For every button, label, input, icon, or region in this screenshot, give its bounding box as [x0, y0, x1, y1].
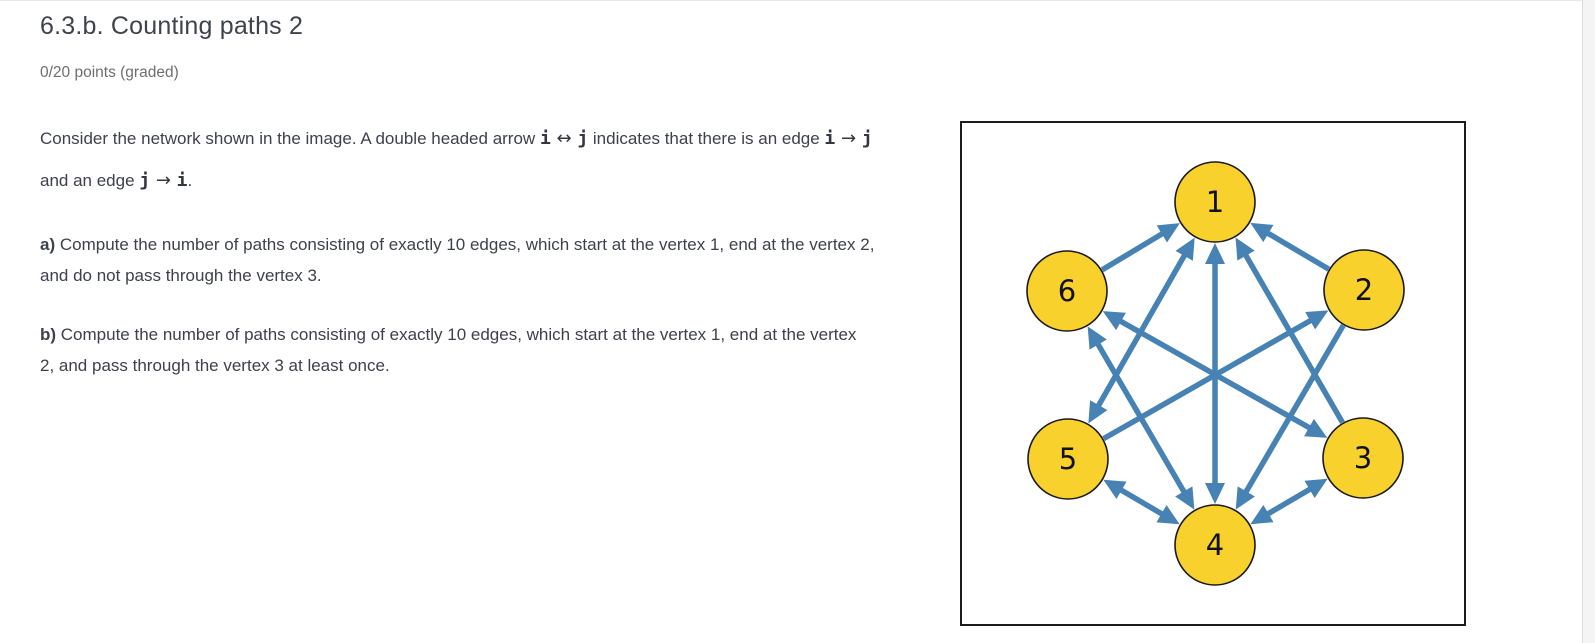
page-top-divider — [0, 0, 1595, 1]
math-var: i — [539, 128, 551, 149]
graph-node-label-1: 1 — [1205, 185, 1225, 219]
graph-node-label-3: 3 — [1353, 441, 1373, 475]
arrowhead-into-1 — [1205, 243, 1225, 264]
math-arrow: → — [150, 170, 177, 191]
edge-2-1 — [1263, 230, 1329, 269]
intro-text: indicates that there is an edge — [588, 129, 825, 148]
math-var: j — [139, 170, 151, 191]
graph-node-label-2: 2 — [1354, 273, 1374, 307]
math-arrow: → — [835, 128, 862, 149]
intro-text: Consider the network shown in the image. A double headed arrow — [40, 129, 540, 148]
points-status: 0/20 points (graded) — [40, 64, 179, 81]
math-var: i — [176, 170, 188, 191]
part-b-label: b) — [40, 325, 57, 344]
part-b-text: Compute the number of paths consisting of exactly 10 edges, which start at the vertex 1, end at the vertex 2, and pass through the vertex 3 at least once. — [40, 325, 857, 375]
page-title: 6.3.b. Counting paths 2 — [40, 12, 304, 40]
part-a-text: Compute the number of paths consisting of exactly 10 edges, which start at the vertex 1, end at the vertex 2, and do not pass through the vertex 3. — [40, 235, 875, 285]
part-a-label: a) — [40, 235, 56, 254]
edge-6-4 — [1095, 339, 1187, 497]
graph-node-label-5: 5 — [1058, 442, 1078, 476]
edge-4-3 — [1263, 486, 1315, 517]
network-figure — [960, 121, 1466, 626]
problem-intro — [40, 118, 875, 202]
network-graph — [962, 123, 1464, 624]
problem-part-b — [40, 319, 875, 381]
graph-node-label-6: 6 — [1057, 274, 1077, 308]
right-gutter — [1582, 0, 1595, 643]
math-arrow: ↔ — [550, 128, 578, 149]
arrowhead-into-4 — [1205, 483, 1225, 504]
graph-node-label-4: 4 — [1205, 528, 1225, 562]
edge-5-4 — [1116, 487, 1167, 517]
intro-text: . — [187, 171, 193, 190]
math-var: i — [824, 128, 836, 149]
problem-part-a — [40, 229, 875, 291]
intro-text: and an edge — [40, 171, 140, 190]
edge-6-1 — [1102, 231, 1167, 270]
math-var: j — [861, 128, 873, 149]
math-var: j — [577, 128, 589, 149]
